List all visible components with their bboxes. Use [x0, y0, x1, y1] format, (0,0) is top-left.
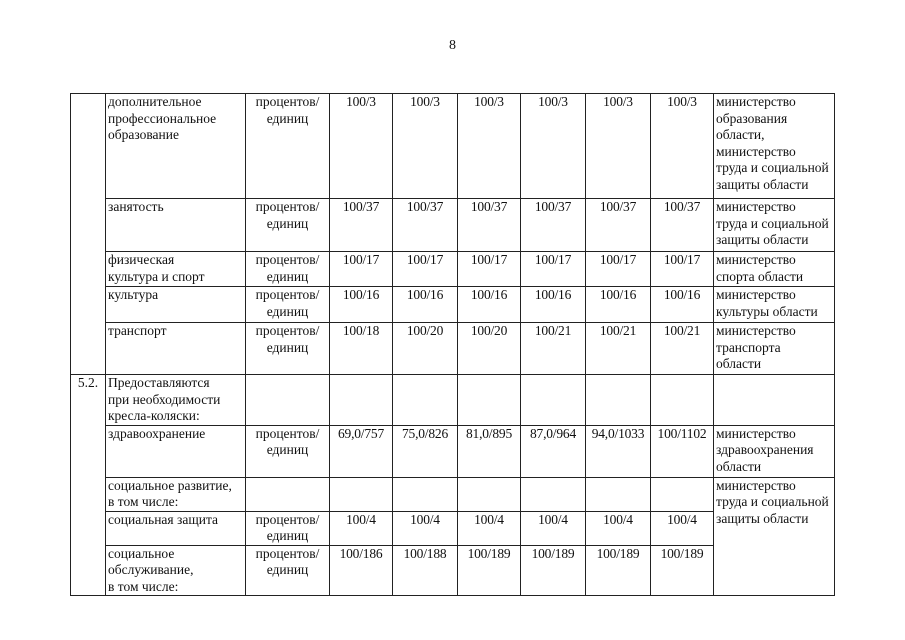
empty-cell: [586, 375, 651, 426]
value-cell: 100/20: [393, 323, 458, 375]
responsible-cell: министерство транспорта области: [714, 323, 835, 375]
row-name-cell: социальное обслуживание, в том числе:: [106, 545, 246, 596]
value-cell: 100/37: [458, 199, 521, 252]
value-cell: 100/4: [393, 511, 458, 545]
empty-cell: [393, 477, 458, 511]
value-cell: 100/3: [651, 94, 714, 199]
row-name-cell: дополнительное профессиональное образование: [106, 94, 246, 199]
empty-cell: [651, 375, 714, 426]
row-name-cell: транспорт: [106, 323, 246, 375]
unit-cell: процентов/ единиц: [246, 199, 330, 252]
value-cell: 100/188: [393, 545, 458, 596]
responsible-cell: министерство культуры области: [714, 287, 835, 323]
page-number: 8: [449, 38, 456, 53]
table-row: [71, 323, 835, 375]
index-cell-empty: [71, 94, 106, 375]
value-cell: 100/16: [458, 287, 521, 323]
row-name-cell: культура: [106, 287, 246, 323]
responsible-cell: министерство образования области, министерство труда и социальной защиты области: [714, 94, 835, 199]
value-cell: 100/21: [521, 323, 586, 375]
value-cell: 100/189: [651, 545, 714, 596]
empty-cell: [246, 375, 330, 426]
value-cell: 100/3: [330, 94, 393, 199]
value-cell: 100/21: [586, 323, 651, 375]
value-cell: 69,0/757: [330, 425, 393, 477]
empty-cell: [521, 477, 586, 511]
value-cell: 100/18: [330, 323, 393, 375]
unit-cell: процентов/ единиц: [246, 287, 330, 323]
value-cell: 100/17: [458, 252, 521, 287]
row-name-cell: Предоставляются при необходимости кресла-коляски:: [106, 375, 246, 426]
value-cell: 81,0/895: [458, 425, 521, 477]
empty-cell: [651, 477, 714, 511]
empty-cell: [393, 375, 458, 426]
value-cell: 100/37: [393, 199, 458, 252]
table-row: [71, 287, 835, 323]
indicators-table: [70, 93, 835, 596]
value-cell: 100/186: [330, 545, 393, 596]
unit-cell: процентов/ единиц: [246, 323, 330, 375]
value-cell: 100/17: [651, 252, 714, 287]
value-cell: 100/37: [330, 199, 393, 252]
value-cell: 87,0/964: [521, 425, 586, 477]
row-name-cell: физическая культура и спорт: [106, 252, 246, 287]
empty-cell: [586, 477, 651, 511]
empty-cell: [458, 477, 521, 511]
section-index-cell: [71, 375, 106, 596]
empty-cell: [330, 375, 393, 426]
section-index: 5.2.: [77, 375, 99, 390]
value-cell: 100/16: [521, 287, 586, 323]
row-name-cell: социальное развитие, в том числе:: [106, 477, 246, 511]
unit-cell: процентов/ единиц: [246, 425, 330, 477]
responsible-cell: министерство спорта области: [714, 252, 835, 287]
value-cell: 100/3: [586, 94, 651, 199]
empty-cell: [330, 477, 393, 511]
responsible-cell: министерство здравоохранения области: [714, 425, 835, 477]
unit-cell: процентов/ единиц: [246, 511, 330, 545]
value-cell: 100/1102: [651, 425, 714, 477]
empty-cell: [458, 375, 521, 426]
value-cell: 100/4: [651, 511, 714, 545]
section-header-row: [71, 375, 835, 426]
value-cell: 100/21: [651, 323, 714, 375]
value-cell: 100/3: [521, 94, 586, 199]
row-name-cell: здравоохранение: [106, 425, 246, 477]
value-cell: 100/3: [458, 94, 521, 199]
value-cell: 100/3: [393, 94, 458, 199]
value-cell: 100/37: [651, 199, 714, 252]
value-cell: 100/17: [586, 252, 651, 287]
value-cell: 100/4: [521, 511, 586, 545]
value-cell: 100/16: [586, 287, 651, 323]
responsible-cell: министерство труда и социальной защиты области: [714, 477, 835, 596]
row-name-cell: занятость: [106, 199, 246, 252]
value-cell: 100/37: [586, 199, 651, 252]
value-cell: 100/16: [330, 287, 393, 323]
empty-cell: [246, 477, 330, 511]
unit-cell: процентов/ единиц: [246, 252, 330, 287]
value-cell: 100/16: [393, 287, 458, 323]
unit-cell: процентов/ единиц: [246, 545, 330, 596]
value-cell: 100/189: [521, 545, 586, 596]
value-cell: 94,0/1033: [586, 425, 651, 477]
table-row: [71, 252, 835, 287]
empty-cell: [714, 375, 835, 426]
value-cell: 100/4: [458, 511, 521, 545]
value-cell: 100/17: [393, 252, 458, 287]
value-cell: 100/17: [330, 252, 393, 287]
table-row: [71, 477, 835, 511]
value-cell: 100/17: [521, 252, 586, 287]
value-cell: 100/20: [458, 323, 521, 375]
empty-cell: [521, 375, 586, 426]
unit-cell: процентов/ единиц: [246, 94, 330, 199]
value-cell: 100/37: [521, 199, 586, 252]
table-row: [71, 199, 835, 252]
value-cell: 100/16: [651, 287, 714, 323]
value-cell: 100/4: [330, 511, 393, 545]
value-cell: 100/189: [586, 545, 651, 596]
value-cell: 75,0/826: [393, 425, 458, 477]
value-cell: 100/4: [586, 511, 651, 545]
value-cell: 100/189: [458, 545, 521, 596]
table-row: [71, 94, 835, 199]
responsible-cell: министерство труда и социальной защиты области: [714, 199, 835, 252]
table-row: [71, 425, 835, 477]
row-name-cell: социальная защита: [106, 511, 246, 545]
